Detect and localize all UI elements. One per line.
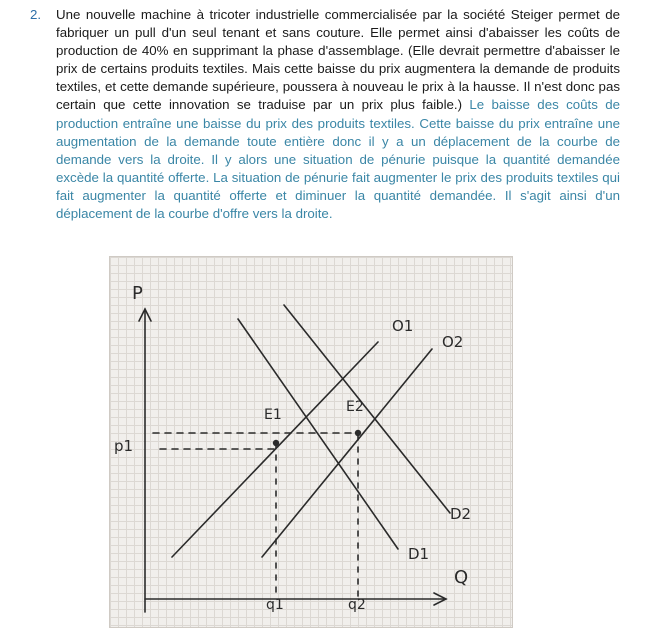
question-number: 2. [30,7,42,22]
demand-label-d2: D2 [450,505,472,523]
supply-label-o2: O2 [442,333,464,351]
supply-demand-sketch [109,256,513,628]
question-statement: Une nouvelle machine à tricoter industrielle commercialisée par la société Steiger permet de fabriquer un pull d'un seul tenant et sans couture. Elle permet ainsi d'abaisser les coûts de production de 40% en supprimant la phase d'assemblage. (Elle devrait permettre d'abaisser le prix de certains produits textiles. Mais cette baisse du prix augmentera la demande de produits textiles, et cette demande supérieure, poussera à nouveau le prix à la hausse. Il n'est donc pas certain que cette innovation se traduise par un prix plus faible.) [56,7,620,113]
y-axis-label: P [132,283,143,304]
equilibrium-label-e1: E1 [264,407,282,423]
price-label-p1: p1 [114,437,134,455]
answer-text: Le baisse des coûts de production entraîne une baisse du prix des produits textiles. Cette baisse du prix entraîne une augmentation de la demande toute entière donc il y a un déplacement de la courbe de demande vers la droite. Il y alors une situation de pénurie puisque la quantité demandée excède la quantité offerte. La situation de pénurie fait augmenter le prix des produits textiles qui fait augmenter la quantité offerte et diminuer la quantité demandée. Il s'agit ainsi d'un déplacement de la courbe d'offre vers la droite. [56,97,620,222]
equilibrium-point-e2 [355,430,361,436]
demand-curve-d2 [284,305,450,513]
supply-label-o1: O1 [392,317,414,335]
quantity-label-q1: q1 [266,597,284,613]
supply-curve-o1 [172,342,378,557]
demand-curve-d1 [238,319,398,549]
question-item [30,6,620,223]
equilibrium-label-e2: E2 [346,399,364,415]
equilibrium-point-e1 [273,440,279,446]
question-paragraph [56,6,620,223]
supply-curve-o2 [262,349,432,557]
x-axis-label: Q [454,567,469,588]
sketch-svg [110,257,513,628]
demand-label-d1: D1 [408,545,430,563]
quantity-label-q2: q2 [348,597,366,613]
